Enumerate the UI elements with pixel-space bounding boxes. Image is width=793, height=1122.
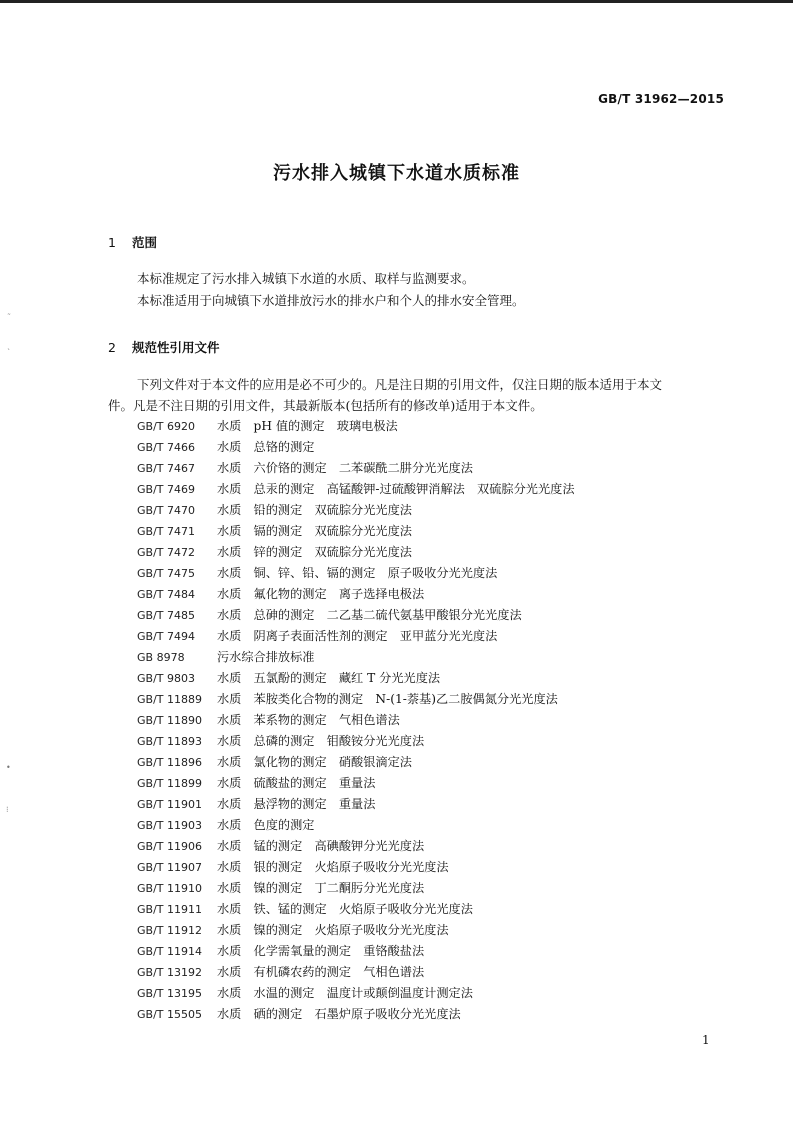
scan-mark: ⁝ (6, 805, 9, 814)
reference-title: 水质 镍的测定 火焰原子吸收分光光度法 (217, 923, 449, 937)
reference-code: GB/T 11906 (137, 840, 202, 853)
reference-title: 水质 硫酸盐的测定 重量法 (217, 776, 376, 790)
reference-code: GB/T 11914 (137, 945, 202, 958)
reference-title: 水质 色度的测定 (217, 818, 315, 832)
reference-item (137, 437, 575, 458)
reference-item (137, 458, 575, 479)
reference-item (137, 836, 575, 857)
reference-code: GB/T 7494 (137, 630, 195, 643)
reference-title: 水质 铁、锰的测定 火焰原子吸收分光光度法 (217, 902, 473, 916)
section-number: 2 (108, 340, 116, 355)
reference-item (137, 500, 575, 521)
reference-item (137, 731, 575, 752)
reference-title: 水质 铅的测定 双硫腙分光光度法 (217, 503, 412, 517)
section-heading-scope (108, 233, 157, 251)
reference-title: 水质 镍的测定 丁二酮肟分光光度法 (217, 881, 425, 895)
reference-code: GB/T 11893 (137, 735, 202, 748)
reference-item (137, 983, 575, 1004)
scope-paragraph: 本标准适用于向城镇下水道排放污水的排水户和个人的排水安全管理。 (137, 293, 525, 308)
reference-title: 水质 化学需氧量的测定 重铬酸盐法 (217, 944, 425, 958)
reference-title: 水质 银的测定 火焰原子吸收分光光度法 (217, 860, 449, 874)
references-intro-line: 件。凡是不注日期的引用文件，其最新版本(包括所有的修改单)适用于本文件。 (108, 398, 543, 413)
reference-item (137, 668, 575, 689)
reference-title: 水质 苯胺类化合物的测定 N-(1-萘基)乙二胺偶氮分光光度法 (217, 692, 558, 706)
reference-item (137, 584, 575, 605)
reference-code: GB/T 7467 (137, 462, 195, 475)
reference-title: 水质 阴离子表面活性剂的测定 亚甲蓝分光光度法 (217, 629, 498, 643)
reference-code: GB/T 7471 (137, 525, 195, 538)
reference-title: 水质 总砷的测定 二乙基二硫代氨基甲酸银分光光度法 (217, 608, 522, 622)
reference-title: 水质 五氯酚的测定 藏红 T 分光光度法 (217, 671, 441, 685)
page-number: 1 (702, 1033, 710, 1047)
scope-paragraph: 本标准规定了污水排入城镇下水道的水质、取样与监测要求。 (137, 271, 475, 286)
reference-code: GB/T 7466 (137, 441, 195, 454)
reference-code: GB/T 15505 (137, 1008, 202, 1021)
section-heading-normative-references (108, 338, 220, 356)
reference-code: GB/T 7484 (137, 588, 195, 601)
reference-code: GB/T 11890 (137, 714, 202, 727)
reference-code: GB/T 7472 (137, 546, 195, 559)
reference-code: GB/T 11903 (137, 819, 202, 832)
reference-item (137, 563, 575, 584)
scan-mark: ˋ (7, 348, 11, 357)
reference-item (137, 773, 575, 794)
reference-title: 水质 总铬的测定 (217, 440, 315, 454)
reference-code: GB/T 11912 (137, 924, 202, 937)
reference-title: 水质 有机磷农药的测定 气相色谱法 (217, 965, 425, 979)
reference-item (137, 899, 575, 920)
reference-title: 水质 pH 值的测定 玻璃电极法 (217, 419, 398, 433)
reference-item (137, 815, 575, 836)
references-intro-line: 下列文件对于本文件的应用是必不可少的。凡是注日期的引用文件，仅注日期的版本适用于本文 (137, 377, 663, 392)
reference-item (137, 416, 575, 437)
reference-title: 水质 镉的测定 双硫腙分光光度法 (217, 524, 412, 538)
standard-code: GB/T 31962—2015 (598, 92, 724, 106)
reference-item (137, 752, 575, 773)
reference-code: GB/T 13192 (137, 966, 202, 979)
reference-code: GB/T 11889 (137, 693, 202, 706)
reference-code: GB/T 11911 (137, 903, 202, 916)
reference-title: 水质 苯系物的测定 气相色谱法 (217, 713, 400, 727)
reference-title: 水质 氯化物的测定 硝酸银滴定法 (217, 755, 412, 769)
reference-item (137, 920, 575, 941)
reference-code: GB/T 11896 (137, 756, 202, 769)
reference-title: 水质 六价铬的测定 二苯碳酰二肼分光光度法 (217, 461, 473, 475)
reference-item (137, 521, 575, 542)
reference-title: 水质 硒的测定 石墨炉原子吸收分光光度法 (217, 1007, 461, 1021)
scan-mark: • (6, 763, 11, 772)
reference-item (137, 647, 575, 668)
document-title: 污水排入城镇下水道水质标准 (273, 163, 520, 184)
reference-item (137, 689, 575, 710)
scan-mark: ˷ (7, 306, 11, 315)
reference-item (137, 878, 575, 899)
reference-title: 水质 水温的测定 温度计或颠倒温度计测定法 (217, 986, 473, 1000)
reference-code: GB/T 13195 (137, 987, 202, 1000)
section-number: 1 (108, 235, 116, 250)
reference-item (137, 1004, 575, 1025)
reference-title: 水质 总磷的测定 钼酸铵分光光度法 (217, 734, 425, 748)
reference-code: GB/T 11907 (137, 861, 202, 874)
reference-code: GB/T 11910 (137, 882, 202, 895)
reference-item (137, 857, 575, 878)
reference-title: 水质 氟化物的测定 离子选择电极法 (217, 587, 425, 601)
reference-code: GB/T 11901 (137, 798, 202, 811)
reference-title: 水质 锰的测定 高碘酸钾分光光度法 (217, 839, 425, 853)
reference-code: GB/T 11899 (137, 777, 202, 790)
reference-item (137, 542, 575, 563)
reference-title: 水质 悬浮物的测定 重量法 (217, 797, 376, 811)
section-title: 规范性引用文件 (132, 340, 220, 355)
reference-code: GB 8978 (137, 651, 185, 664)
reference-item (137, 626, 575, 647)
reference-item (137, 962, 575, 983)
reference-item (137, 605, 575, 626)
reference-code: GB/T 7475 (137, 567, 195, 580)
reference-code: GB/T 7485 (137, 609, 195, 622)
top-rule (0, 0, 793, 3)
reference-item (137, 941, 575, 962)
reference-list (137, 416, 575, 1025)
reference-item (137, 794, 575, 815)
reference-item (137, 710, 575, 731)
reference-code: GB/T 6920 (137, 420, 195, 433)
reference-title: 水质 锌的测定 双硫腙分光光度法 (217, 545, 412, 559)
reference-title: 水质 铜、锌、铅、镉的测定 原子吸收分光光度法 (217, 566, 498, 580)
reference-title: 水质 总汞的测定 高锰酸钾-过硫酸钾消解法 双硫腙分光光度法 (217, 482, 575, 496)
reference-code: GB/T 7470 (137, 504, 195, 517)
reference-code: GB/T 9803 (137, 672, 195, 685)
reference-title: 污水综合排放标准 (217, 650, 315, 664)
reference-item (137, 479, 575, 500)
section-title: 范围 (132, 235, 158, 250)
reference-code: GB/T 7469 (137, 483, 195, 496)
